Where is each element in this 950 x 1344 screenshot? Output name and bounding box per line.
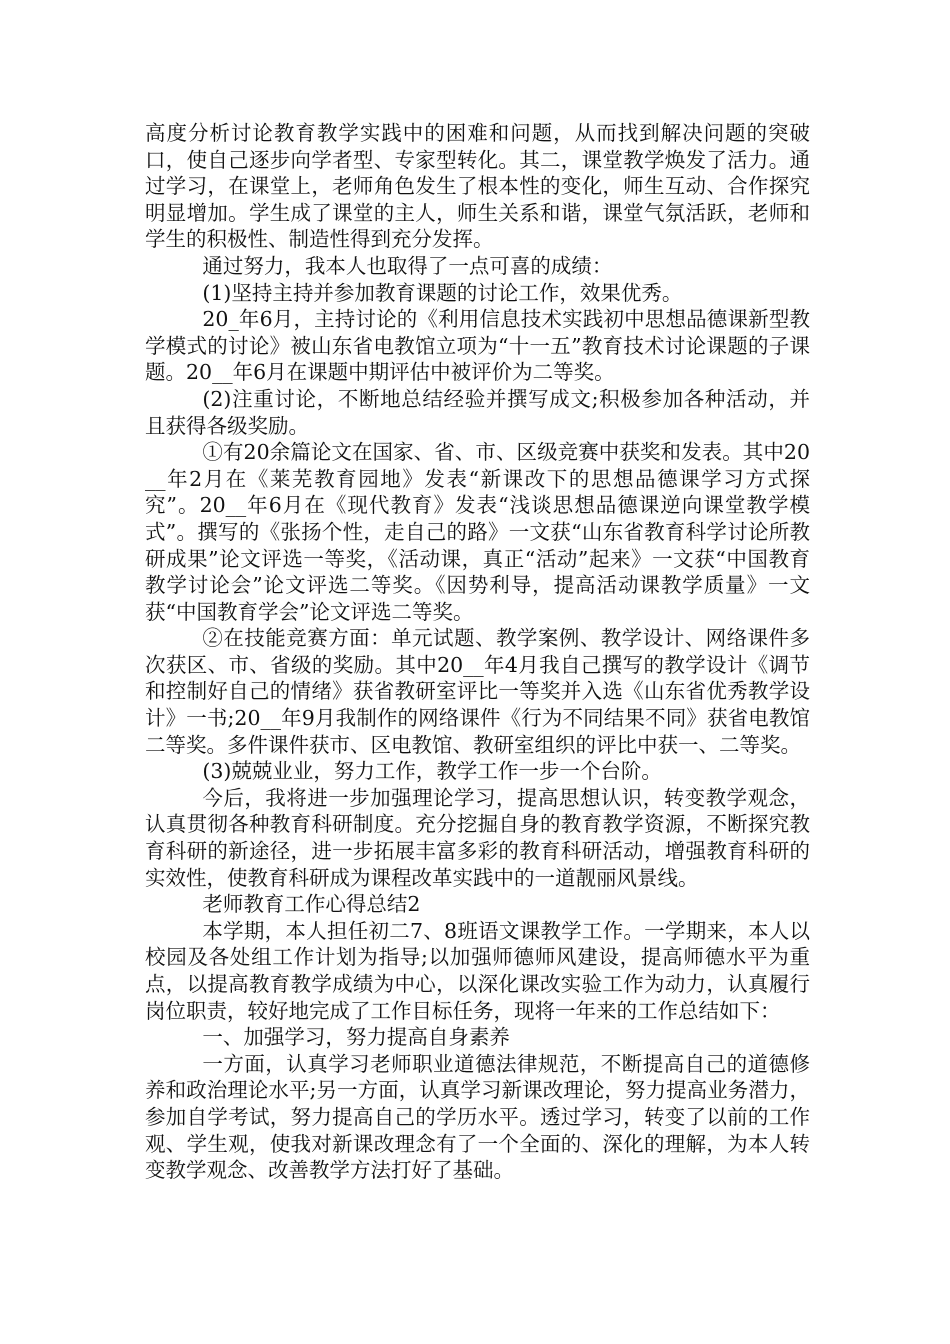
subsection-heading: 一、加强学习，努力提高自身素养 <box>202 1025 510 1050</box>
paragraph-2: 通过努力，我本人也取得了一点可喜的成绩： <box>202 253 613 278</box>
paragraph-6: ①有20余篇论文在国家、省、市、区级竞赛中获奖和发表。其中20__年2月在《莱芜教育园地》发表“新课改下的思想品德课学习方式探究”。20__年6月在《现代教育》发表“浅谈思想品德课逆向课堂教学模式”。撰写的《张扬个性，走自己的路》一文获“山东省教育科学讨论所教研成果”论文评选一等奖，《活动课，真正“活动”起来》一文获“中国教育教学讨论会”论文评选二等奖。《因势利导，提高活动课教学质量》一文获“中国教育学会”论文评选二等奖。 <box>145 440 810 624</box>
paragraph-11: 本学期，本人担任初二7、8班语文课教学工作。一学期来，本人以校园及各处组工作计划为指导;以加强师德师风建设，提高师德水平为重点，以提高教育教学成绩为中心，以深化课改实验工作为动力，认真履行岗位职责，较好地完成了工作目标任务，现将一年来的工作总结如下： <box>145 918 810 1023</box>
paragraph-5: (2)注重讨论，不断地总结经验并撰写成文;积极参加各种活动，并且获得各级奖励。 <box>145 386 810 438</box>
paragraph-3: (1)坚持主持并参加教育课题的讨论工作，效果优秀。 <box>202 280 683 305</box>
paragraph-8: (3)兢兢业业，努力工作，教学工作一步一个台阶。 <box>202 759 662 784</box>
paragraph-7: ②在技能竞赛方面：单元试题、教学案例、教学设计、网络课件多次获区、市、省级的奖励。其中20__年4月我自己撰写的教学设计《调节和控制好自己的情绪》获省教研室评比一等奖并入选《山东省优秀教学设计》一书;20__年9月我制作的网络课件《行为不同结果不同》获省电教馆二等奖。多件课件获市、区电教馆、教研室组织的评比中获一、二等奖。 <box>145 626 810 757</box>
paragraph-13: 一方面，认真学习老师职业道德法律规范，不断提高自己的道德修养和政治理论水平;另一方面，认真学习新课改理论，努力提高业务潜力，参加自学考试，努力提高自己的学历水平。透过学习，转变了以前的工作观、学生观，使我对新课改理念有了一个全面的、深化的理解，为本人转变教学观念、改善教学方法打好了基础。 <box>145 1051 810 1183</box>
paragraph-4: 20_年6月，主持讨论的《利用信息技术实践初中思想品德课新型教学模式的讨论》被山东省电教馆立项为“十一五”教育技术讨论课题的子课题。20__年6月在课题中期评估中被评价为二等奖。 <box>145 307 810 385</box>
paragraph-9: 今后，我将进一步加强理论学习，提高思想认识，转变教学观念，认真贯彻各种教育科研制度。充分挖掘自身的教育教学资源，不断探究教育科研的新途径，进一步拓展丰富多彩的教育科研活动，增强教育科研的实效性，使教育科研成为课程改革实践中的一道靓丽风景线。 <box>145 785 810 890</box>
section-title: 老师教育工作心得总结2 <box>202 892 421 917</box>
paragraph-1: 高度分析讨论教育教学实践中的困难和问题，从而找到解决问题的突破口，使自己逐步向学者型、专家型转化。其二，课堂教学焕发了活力。通过学习，在课堂上，老师角色发生了根本性的变化，师生互动、合作探究明显增加。学生成了课堂的主人，师生关系和谐，课堂气氛活跃，老师和学生的积极性、制造性得到充分发挥。 <box>145 121 810 252</box>
document-body <box>145 120 810 1184</box>
